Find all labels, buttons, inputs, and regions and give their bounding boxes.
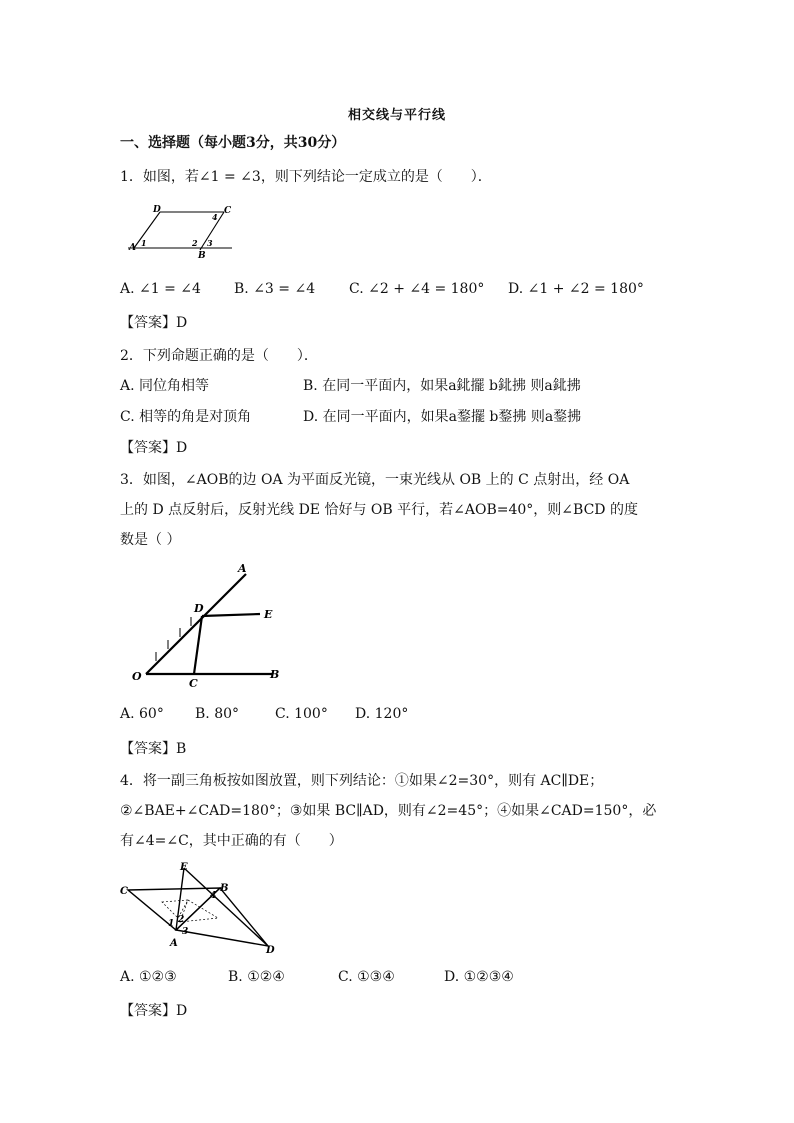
q3-option-a: A. 60° <box>120 706 164 722</box>
q3-option-b: B. 80° <box>195 706 240 722</box>
q4-label-3: 3 <box>182 927 189 937</box>
q3-label-A: A <box>238 562 247 575</box>
q1-label-3: 3 <box>207 238 213 248</box>
q1-option-a: A. ∠1 = ∠4 <box>120 281 201 297</box>
question-4-stem-line-2: ②∠BAE+∠CAD=180°；③如果 BC∥AD，则有∠2=45°；④如果∠CAD=150°，必 <box>120 803 657 819</box>
q3-label-D: D <box>194 602 204 615</box>
question-3-figure <box>120 556 320 692</box>
q2-option-c: C. 相等的角是对顶角 <box>120 409 252 425</box>
q2-option-a: A. 同位角相等 <box>120 378 210 394</box>
q4-label-E: E <box>180 862 188 873</box>
q1-option-b: B. ∠3 = ∠4 <box>234 281 316 297</box>
q4-answer: 【答案】D <box>120 1003 188 1019</box>
q4-option-c: C. ①③④ <box>338 969 395 985</box>
q1-label-2: 2 <box>192 238 198 248</box>
q3-option-c: C. 100° <box>275 706 328 722</box>
q3-option-d: D. 120° <box>355 706 409 722</box>
q3-label-B: B <box>270 668 280 681</box>
q4-option-a: A. ①②③ <box>120 969 177 985</box>
q4-label-B: B <box>220 883 229 894</box>
q3-label-E: E <box>264 608 273 621</box>
q4-label-C: C <box>120 886 128 897</box>
question-3-stem-line-1: 3．如图，∠AOB的边 OA 为平面反光镜，一束光线从 OB 上的 C 点射出，经 OA <box>120 472 630 488</box>
question-3-stem-line-2: 上的 D 点反射后，反射光线 DE 恰好与 OB 平行，若∠AOB=40°，则∠BCD 的度 <box>120 502 638 518</box>
q1-label-D: D <box>153 205 161 215</box>
q3-label-O: O <box>132 670 142 683</box>
q4-label-4: 4 <box>210 891 217 901</box>
q1-label-1: 1 <box>141 238 147 248</box>
question-1-figure <box>120 200 240 262</box>
q4-label-1: 1 <box>168 919 175 929</box>
q4-label-2: 2 <box>178 915 185 925</box>
question-4-stem-line-3: 有∠4=∠C，其中正确的有（ ） <box>120 833 343 849</box>
q2-answer: 【答案】D <box>120 440 188 456</box>
q2-option-d: D. 在同一平面内，如果a鍪擺 b鍪拂 则a鍪拂 <box>303 409 582 425</box>
q3-label-C: C <box>189 677 198 690</box>
q1-option-d: D. ∠1 + ∠2 = 180° <box>508 281 644 297</box>
q4-option-b: B. ①②④ <box>228 969 285 985</box>
q1-option-c: C. ∠2 + ∠4 = 180° <box>349 281 485 297</box>
question-1-stem: 1．如图，若∠1 = ∠3，则下列结论一定成立的是（ ）． <box>120 169 492 185</box>
q2-option-b: B. 在同一平面内，如果a鉳擺 b鉳拂 则a鉳拂 <box>303 378 581 394</box>
q1-label-4: 4 <box>212 212 218 222</box>
q1-label-C: C <box>224 206 232 216</box>
section-heading: 一、选择题（每小题3分，共30分） <box>120 135 346 151</box>
q4-label-A: A <box>170 938 178 949</box>
question-2-stem: 2．下列命题正确的是（ ）． <box>120 348 318 364</box>
q4-option-d: D. ①②③④ <box>444 969 514 985</box>
q1-label-A: A <box>129 243 136 253</box>
page-title: 相交线与平行线 <box>347 108 446 123</box>
q1-label-B: B <box>198 251 206 261</box>
q1-answer: 【答案】D <box>120 315 188 331</box>
q3-answer: 【答案】B <box>120 741 187 757</box>
question-4-stem-line-1: 4．将一副三角板按如图放置，则下列结论：①如果∠2=30°，则有 AC∥DE； <box>120 773 604 789</box>
q4-label-D: D <box>266 945 275 956</box>
question-3-stem-line-3: 数是（ ） <box>120 532 181 548</box>
question-4-figure <box>118 858 288 958</box>
